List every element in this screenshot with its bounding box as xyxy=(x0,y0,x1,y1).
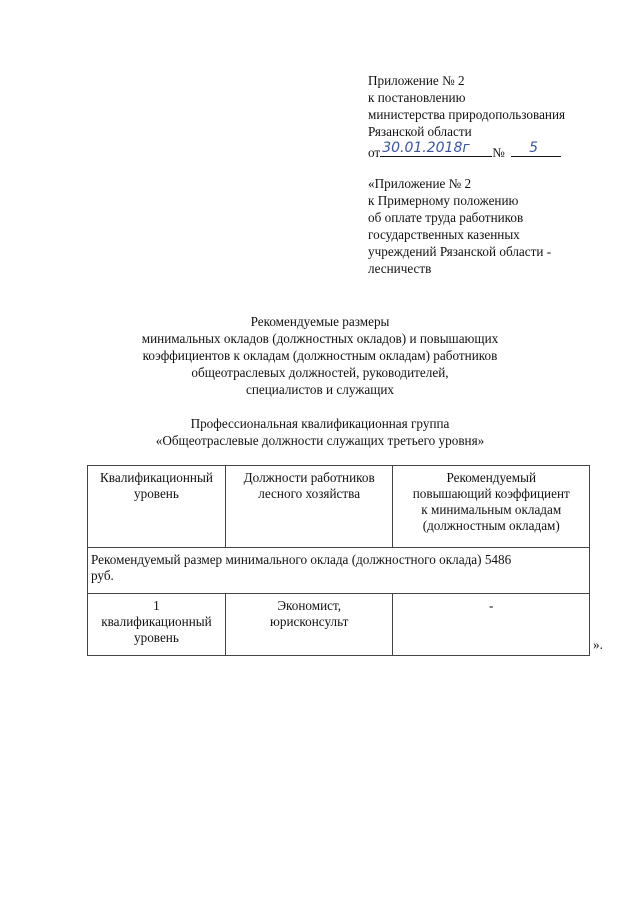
handwritten-date: 30.01.2018г xyxy=(382,140,470,156)
title-line: Рекомендуемые размеры xyxy=(250,314,390,329)
date-blank xyxy=(380,141,492,157)
header-line: министерства природопользования xyxy=(368,107,566,122)
table-header-row xyxy=(88,466,590,548)
header-positions: Должности работников лесного хозяйства xyxy=(225,466,393,548)
title-line: общеотраслевых должностей, руководителей, xyxy=(191,365,449,380)
salary-table xyxy=(87,465,590,656)
number-prefix: № xyxy=(492,145,505,160)
handwritten-number: 5 xyxy=(529,140,538,156)
positions-cell: Экономист, юрисконсульт xyxy=(225,594,393,656)
header-coefficient: Рекомендуемый повышающий коэффициент к минимальным окладам (должностным окладам) xyxy=(393,466,590,548)
table-row xyxy=(88,594,590,656)
title-line: коэффициентов к окладам (должностным окладам) работников xyxy=(142,348,498,363)
group-line: «Общеотраслевые должности служащих третьего уровня» xyxy=(155,433,485,448)
table-span-row xyxy=(88,548,590,594)
number-blank xyxy=(511,141,561,157)
date-number-line xyxy=(368,141,561,161)
annex-line: «Приложение № 2 xyxy=(368,176,472,191)
header-line: к постановлению xyxy=(368,90,466,105)
annex-line: к Примерному положению xyxy=(368,193,519,208)
annex-line: государственных казенных xyxy=(368,227,520,242)
level-cell: 1 квалификационный уровень xyxy=(88,594,226,656)
annex-line: об оплате труда работников xyxy=(368,210,524,225)
coefficient-cell: - xyxy=(393,594,590,656)
title-line: минимальных окладов (должностных окладов) и повышающих xyxy=(141,331,499,346)
annex-line: учреждений Рязанской области - xyxy=(368,244,552,259)
header-qualification-level: Квалификационный уровень xyxy=(88,466,226,548)
closing-quote: ». xyxy=(593,637,603,652)
header-line: Приложение № 2 xyxy=(368,73,465,88)
header-line: Рязанской области xyxy=(368,124,472,139)
group-line: Профессиональная квалификационная группа xyxy=(190,416,450,431)
minimum-salary-cell: Рекомендуемый размер минимального оклада (должностного оклада) 5486 руб. xyxy=(88,548,590,594)
date-prefix: от xyxy=(368,145,381,160)
annex-line: лесничеств xyxy=(368,261,432,276)
title-line: специалистов и служащих xyxy=(245,382,395,397)
